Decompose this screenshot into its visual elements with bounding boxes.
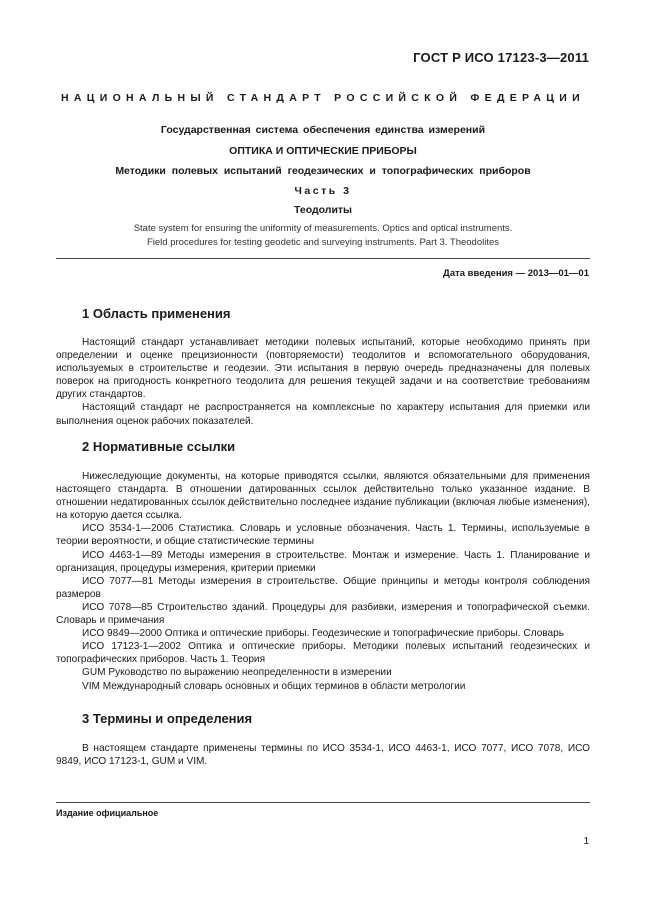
reference-item: GUM Руководство по выражению неопределенности в измерении: [82, 667, 392, 679]
section-1-paragraph-2: Настоящий стандарт не распространяется на комплексные по характеру испытания для приемки или выполнения оценок рабочих показателей.: [56, 402, 590, 427]
reference-item: ИСО 3534-1—2006 Статистика. Словарь и условные обозначения. Часть 1. Термины, используемые в теории вероятности, и общие статистические термины: [56, 523, 590, 548]
section-3-body: [56, 742, 590, 768]
part-title: Часть 3: [294, 185, 352, 197]
section-1-paragraph-1: Настоящий стандарт устанавливает методики полевых испытаний, которые необходимо принять при определении и оценке прецизионности (повторяемости) теодолитов и вспомогательного оборудования, используемых в строительстве и геодезии. Эти испытания в первую очередь предназначены для полевых поверок на пригодность конкретного теодолита для решения текущей задачи и на соответствие требованиям других стандартов.: [56, 337, 590, 401]
page-number: 1: [583, 836, 589, 847]
official-edition-label: Издание официальное: [56, 808, 159, 818]
theodolites-title: Теодолиты: [293, 204, 353, 216]
footer-divider: [56, 802, 590, 803]
reference-item: ИСО 7077—81 Методы измерения в строительстве. Общие принципы и методы контроля соблюдения размеров: [56, 575, 590, 600]
section-3-title: 3 Термины и определения: [82, 711, 253, 726]
national-standard-title: НАЦИОНАЛЬНЫЙ СТАНДАРТ РОССИЙСКОЙ ФЕДЕРАЦИИ: [61, 92, 585, 104]
reference-item: ИСО 4463-1—89 Методы измерения в строительстве. Монтаж и измерение. Часть 1. Планирование и организация, процедуры измерения, критерии приемки: [56, 549, 590, 574]
section-1-title: 1 Область применения: [82, 306, 231, 321]
methods-title: Методики полевых испытаний геодезических и топографических приборов: [115, 165, 531, 177]
reference-item: ИСО 17123-1—2002 Оптика и оптические приборы. Методики полевых испытаний геодезических и топографических приборов. Часть 1. Теория: [56, 641, 590, 666]
section-2-title: 2 Нормативные ссылки: [82, 439, 236, 454]
reference-item: ИСО 9849—2000 Оптика и оптические приборы. Геодезические и топографические приборы. Словарь: [82, 628, 565, 640]
reference-item: ИСО 7078—85 Строительство зданий. Процедуры для разбивки, измерения и топографической съемки. Словарь и примечания: [56, 601, 590, 627]
optics-title: ОПТИКА И ОПТИЧЕСКИЕ ПРИБОРЫ: [229, 145, 417, 157]
section-2-intro: Нижеследующие документы, на которые приводятся ссылки, являются обязательными для применения настоящего стандарта. В отношении датированных ссылок действительно только указанное издание. В отношении недатированных ссылок действительно последнее издание публикации (включая любые изменения), на которую дается ссылка.: [56, 471, 590, 522]
english-title-line1: State system for ensuring the uniformity of measurements. Optics and optical instruments.: [133, 223, 513, 234]
section-2-body: [56, 470, 590, 693]
reference-item: VIM Международный словарь основных и общих терминов в области метрологии: [82, 680, 466, 692]
standard-code: ГОСТ Р ИСО 17123-3—2011: [413, 50, 589, 65]
system-title: Государственная система обеспечения единства измерений: [160, 124, 486, 136]
english-title: [56, 222, 590, 250]
header-divider: [56, 258, 590, 259]
intro-date: Дата введения — 2013—01—01: [443, 268, 589, 279]
section-1-body: [56, 336, 590, 428]
english-title-line2: Field procedures for testing geodetic and surveying instruments. Part 3. Theodolites: [146, 237, 500, 248]
section-3-paragraph-1: В настоящем стандарте применены термины по ИСО 3534-1, ИСО 4463-1, ИСО 7077, ИСО 7078, ИСО 9849, ИСО 17123-1, GUM и VIM.: [56, 743, 590, 768]
